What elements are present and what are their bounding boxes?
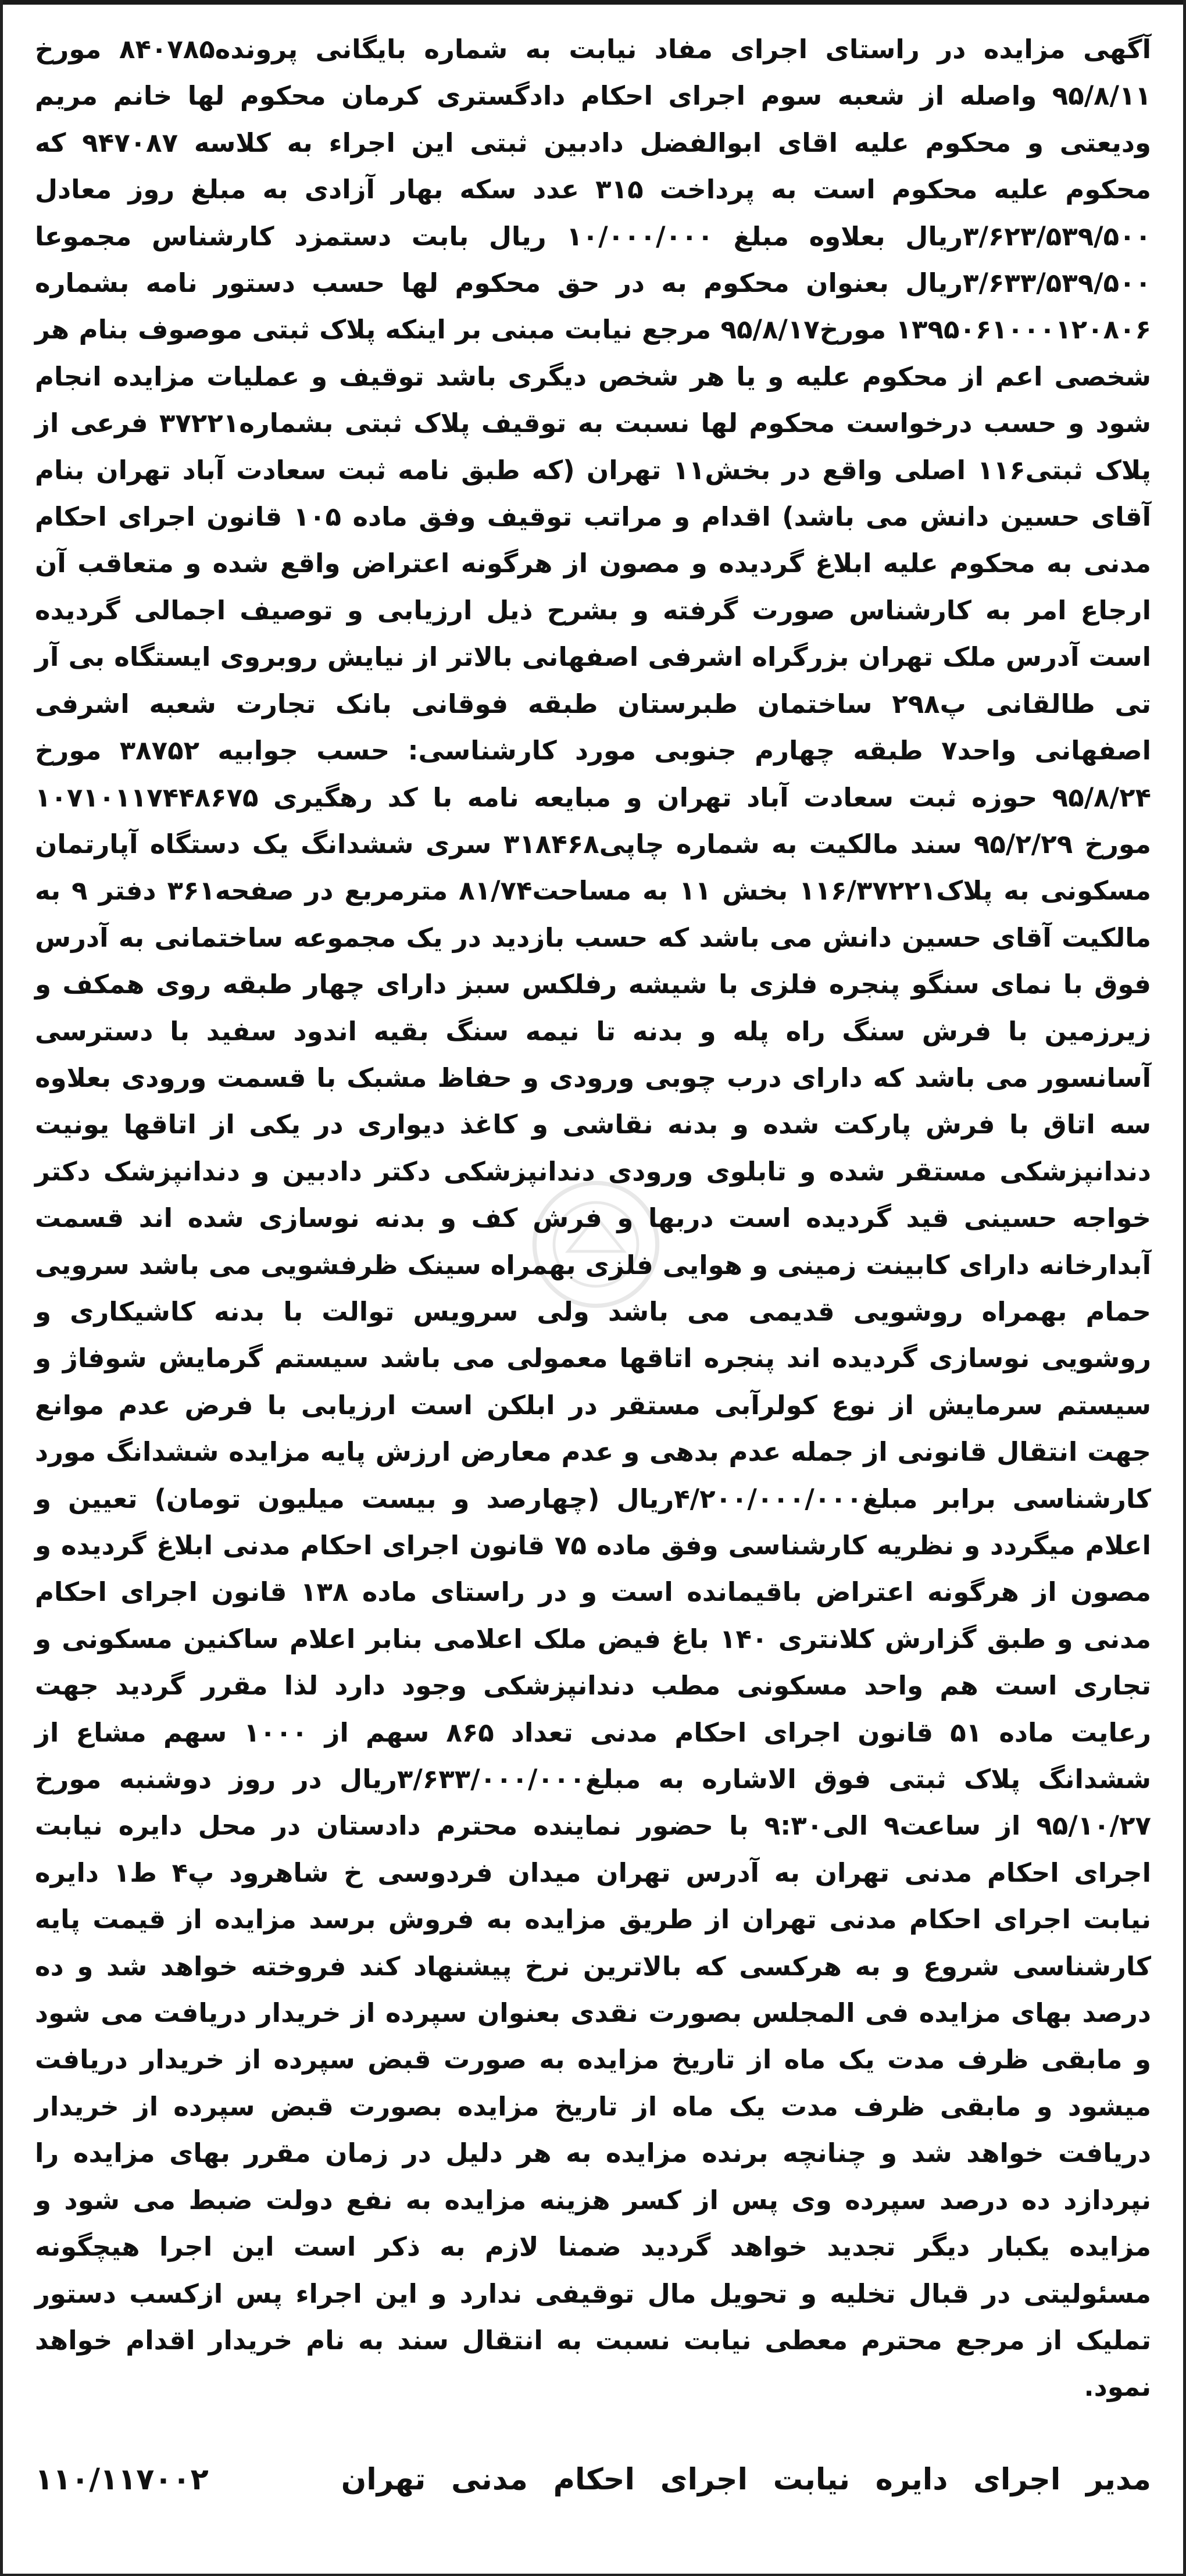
top-border [3, 0, 1183, 5]
signature-title: مدیر اجرای دایره نیابت اجرای احکام مدنی تهران [341, 2463, 1151, 2497]
auction-notice-body: آگهی مزایده در راستای اجرای مفاد نیابت به شماره بایگانی پرونده۸۴۰۷۸۵ مورخ ۹۵/۸/۱۱ واصله از شعبه سوم اجرای احکام دادگستری کرمان محکوم لها خانم مریم ودیعتی و محکوم علیه اقای ابوالفضل دادبین ثبتی این اجراء به کلاسه ۹۴۷۰۸۷ که محکوم علیه محکوم است به پرداخت ۳۱۵ عدد سکه بهار آزادی به مبلغ روز معادل ۳/۶۲۳/۵۳۹/۵۰۰ریال بعلاوه مبلغ ۱۰/۰۰۰/۰۰۰ ریال بابت دستمزد کارشناس مجموعا ۳/۶۳۳/۵۳۹/۵۰۰ریال بعنوان محکوم به در حق محکوم لها حسب دستور نامه بشماره ۱۳۹۵۰۶۱۰۰۰۱۲۰۸۰۶ مورخ۹۵/۸/۱۷ مرجع نیابت مبنی بر اینکه پلاک ثبتی موصوف بنام هر شخصی اعم از محکوم علیه و یا هر شخص دیگری باشد توقیف و عملیات مزایده انجام شود و حسب درخواست محکوم لها نسبت به توقیف پلاک ثبتی بشماره۳۷۲۲۱ فرعی از پلاک ثبتی۱۱۶ اصلی واقع در بخش۱۱ تهران (که طبق نامه ثبت سعادت آباد تهران بنام آقای حسین دانش می باشد) اقدام و مراتب توقیف وفق ماده ۱۰۵ قانون اجرای احکام مدنی به محکوم علیه ابلاغ گردیده و مصون از هرگونه اعتراض واقع شده و متعاقب آن ارجاع امر به کارشناس صورت گرفته و بشرح ذیل ارزیابی و توصیف اجمالی گردیده است آدرس ملک تهران بزرگراه اشرفی اصفهانی بالاتر از نیایش روبروی ایستگاه بی آر تی طالقانی پ۲۹۸ ساختمان طبرستان طبقه فوقانی بانک تجارت شعبه اشرفی اصفهانی واحد۷ طبقه چهارم جنوبی مورد کارشناسی: حسب جوابیه ۳۸۷۵۲ مورخ ۹۵/۸/۲۴ حوزه ثبت سعادت آباد تهران و مبایعه نامه با کد رهگیری ۱۰۷۱۰۱۱۷۴۴۸۶۷۵ مورخ ۹۵/۲/۲۹ سند مالکیت به شماره چاپی۳۱۸۴۶۸ سری ششدانگ یک دستگاه آپارتمان مسکونی به پلاک۱۱۶/۳۷۲۲۱ بخش ۱۱ به مساحت۸۱/۷۴ مترمربع در صفحه۳۶۱ دفتر ۹ به مالکیت آقای حسین دانش می باشد که حسب بازدید در یک مجموعه ساختمانی به آدرس فوق با نمای سنگو پنجره فلزی با شیشه رفلکس سبز دارای چهار طبقه روی همکف و زیرزمین با فرش سنگ راه پله و بدنه تا نیمه سنگ بقیه اندود سفید با دسترسی آسانسور می باشد که دارای درب چوبی ورودی و حفاظ مشبک با قسمت ورودی بعلاوه سه اتاق با فرش پارکت شده و بدنه نقاشی و کاغذ دیواری در یکی از اتاقها یونیت دندانپزشکی مستقر شده و تابلوی ورودی دندانپزشکی دکتر دادبین و دندانپزشک دکتر خواجه حسینی قید گردیده است دربها و فرش کف و بدنه نوسازی شده اند قسمت آبدارخانه دارای کابینت زمینی و هوایی فلزی بهمراه سینک ظرفشویی می باشد سرویی حمام بهمراه روشویی قدیمی می باشد ولی سرویس توالت با بدنه کاشیکاری و روشویی نوسازی گردیده اند پنجره اتاقها معمولی می باشد سیستم گرمایش شوفاژ و سیستم سرمایش از نوع کولرآبی مستقر در ابلکن است ارزیابی با فرض عدم موانع جهت انتقال قانونی از جمله عدم بدهی و عدم معارض ارزش پایه مزایده ششدانگ مورد کارشناسی برابر مبلغ۴/۲۰۰/۰۰۰/۰۰۰ریال (چهارصد و بیست میلیون تومان) تعیین و اعلام میگردد و نظریه کارشناسی وفق ماده ۷۵ قانون اجرای احکام مدنی ابلاغ گردیده و مصون از هرگونه اعتراض باقیمانده است و در راستای ماده ۱۳۸ قانون اجرای احکام مدنی و طبق گزارش کلانتری ۱۴۰ باغ فیض ملک اعلامی بنابر اعلام ساکنین مسکونی و تجاری است هم واحد مسکونی مطب دندانپزشکی وجود دارد لذا مقرر گردید جهت رعایت ماده ۵۱ قانون اجرای احکام مدنی تعداد ۸۶۵ سهم از ۱۰۰۰ سهم مشاع از ششدانگ پلاک ثبتی فوق الاشاره به مبلغ۳/۶۳۳/۰۰۰/۰۰۰ریال در روز دوشنبه مورخ ۹۵/۱۰/۲۷ از ساعت۹ الی۹:۳۰ با حضور نماینده محترم دادستان در محل دایره نیابت اجرای احکام مدنی تهران به آدرس تهران میدان فردوسی خ شاهرود پ۴ ط۱ دایره نیابت اجرای احکام مدنی تهران از طریق مزایده به فروش برسد مزایده از قیمت پایه کارشناسی شروع و به هرکسی که بالاترین نرخ پیشنهاد کند فروخته خواهد شد و ده درصد بهای مزایده فی المجلس بصورت نقدی بعنوان سپرده از خریدار دریافت می شود و مابقی ظرف مدت یک ماه از تاریخ مزایده به صورت قبض سپرده از خریدار دریافت میشود و مابقی ظرف مدت یک ماه از تاریخ مزایده بصورت قبض سپرده از خریدار دریافت خواهد شد و چنانچه برنده مزایده به هر دلیل در زمان مقرر بهای مزایده را نپردازد ده درصد سپرده وی پس از کسر هزینه مزایده به نفع دولت ضبط می شود و مزایده یکبار دیگر تجدید خواهد گردید ضمنا لازم به ذکر است این اجرا هیچگونه مسئولیتی در قبال تخلیه و تحویل مال توقیفی ندارد و این اجراء پس ازکسب دستور تملیک از مرجع محترم معطی نیابت نسبت به انتقال سند به نام خریدار اقدام خواهد نمود. [35, 34, 1152, 2403]
notice-footer [35, 2463, 1151, 2497]
reference-code: ۱۱۰/۱۱۷۰۰۲ [35, 2463, 209, 2497]
